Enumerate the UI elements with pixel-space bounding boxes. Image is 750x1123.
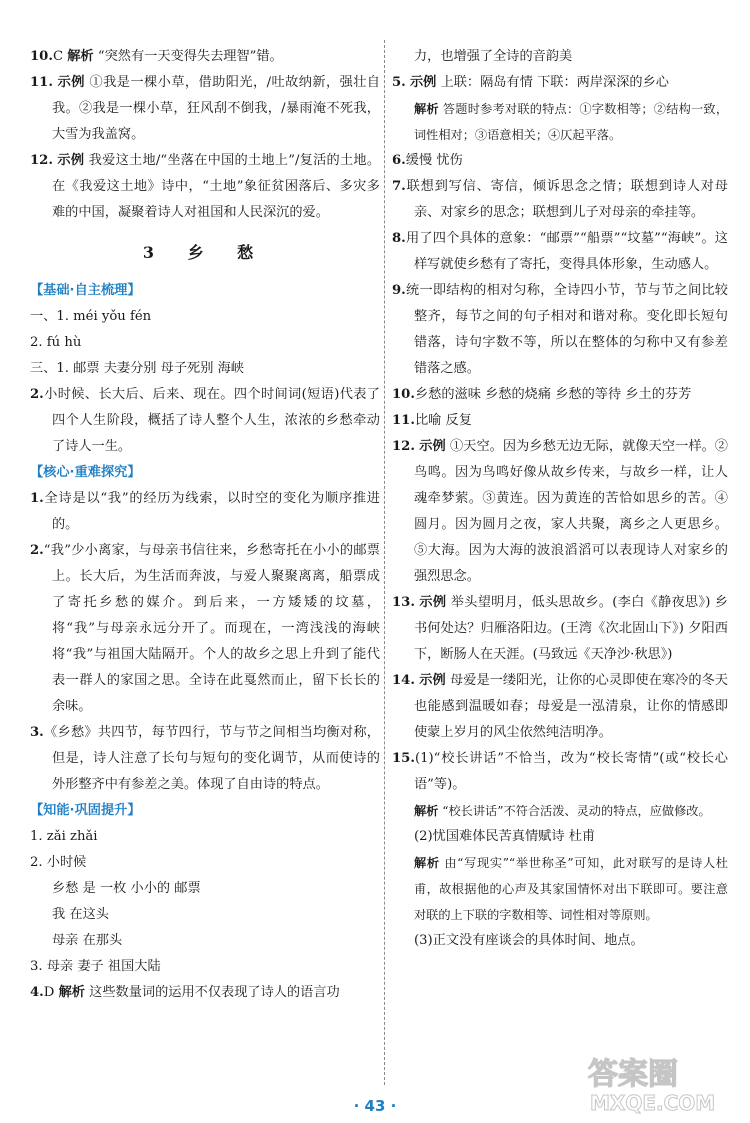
answer-body: 小时候、长大后、后来、现在。四个时间词(短语)代表了四个人生阶段，概括了诗人整个人生，浓浓的乡愁牵动了诗人一生。 [43,387,380,454]
answer-line [30,824,380,850]
answer-item [30,720,380,798]
section-title: 3 乡 愁 [142,243,268,262]
answer-item [392,382,728,408]
answer-text: D [43,985,55,1000]
answer-line [392,928,728,954]
page-number: · 43 · [353,1097,397,1115]
item-number: 2. [30,387,44,402]
answer-item [30,980,380,1006]
answer-item [30,486,380,538]
answer-line [30,850,380,876]
answer-line [392,798,728,824]
answer-text: 乡愁 是 一枚 小小的 邮票 [52,881,201,896]
answer-item [392,70,728,96]
answer-text: 2. fú hù [30,335,82,350]
answer-text: 2. 小时候 [30,855,87,870]
answer-item [30,538,380,720]
answer-body: “我”少小离家，与母亲书信往来，乡愁寄托在小小的邮票上。长大后，为生活而奔波，与爱人聚聚离离，船票成了寄托乡愁的媒介。到后来，一方矮矮的坟墓，将“我”与母亲永远分开了。而现在，一湾浅浅的海峡将“我”与祖国大陆隔开。个人的故乡之思上升到了能代表一群人的家国之思。全诗在此戛然而止，留下长长的余味。 [43,543,380,714]
item-number: 14. [392,673,415,688]
answer-body: 答题时参考对联的特点：①字数相等；②结构一致，词性相对；③语意相关；④仄起平落。 [414,102,729,142]
answer-body: 这些数量词的运用不仅表现了诗人的语言功 [89,985,340,1000]
answer-item [392,434,728,590]
answer-line [392,96,728,148]
answer-item [392,746,728,798]
answer-line [392,824,728,850]
item-number: 6. [392,153,406,168]
item-number: 3. [30,725,44,740]
answer-body: 联想到写信、寄信，倾诉思念之情；联想到诗人对母亲、对家乡的思念；联想到儿子对母亲的牵挂等。 [405,179,728,220]
answer-item [392,174,728,226]
item-number: 10. [392,387,415,402]
answer-item [392,408,728,434]
answer-item [392,278,728,382]
answer-body: 全诗是以“我”的经历为线索，以时空的变化为顺序推进的。 [43,491,380,532]
keyword-label: 示例 [419,439,446,454]
item-number: 2. [30,543,44,558]
keyword-label: 解析 [414,804,439,818]
answer-text: 3. 母亲 妻子 祖国大陆 [30,959,161,974]
answer-text: (3)正文没有座谈会的具体时间、地点。 [414,933,644,948]
answer-item [30,44,380,70]
item-number: 5. [392,75,406,90]
answer-line [392,44,728,70]
answer-body: 母爱是一缕阳光，让你的心灵即使在寒冷的冬天也能感到温暖如春；母爱是一泓清泉，让你的情感即使蒙上岁月的风尘依然纯洁明净。 [414,673,728,740]
answer-body: 举头望明月，低头思故乡。(李白《静夜思》) 乡书何处达？归雁洛阳边。(王湾《次北固山下》) 夕阳西下，断肠人在天涯。(马致远《天净沙·秋思》) [414,595,728,662]
item-number: 15. [392,751,415,766]
answer-body: “校长讲话”不符合活泼、灵动的特点，应做修改。 [442,804,711,818]
answer-body: 缓慢 忧伤 [405,153,463,168]
answer-item [392,590,728,668]
section-heading: 【基础·自主梳理】 [30,283,141,298]
answer-line [30,304,380,330]
answer-text: 力，也增强了全诗的音韵美 [414,49,573,64]
keyword-label: 示例 [419,595,447,610]
answer-item [30,148,380,226]
answer-body: “突然有一天变得失去理智”错。 [97,49,283,64]
keyword-label: 示例 [57,75,85,90]
item-number: 7. [392,179,406,194]
answer-line [30,902,380,928]
answer-item [30,70,380,148]
answer-item [392,668,728,746]
answer-item [30,382,380,460]
watermark-latin: MXQE.COM [590,1091,716,1115]
answer-text: 一、1. méi yǒu fén [30,309,152,324]
answer-body: 乡愁的滋味 乡愁的烧痛 乡愁的等待 乡土的芬芳 [414,387,692,402]
answer-text: (2)忧国难体民苦真情赋诗 杜甫 [414,829,596,844]
answer-body: ①天空。因为乡愁无边无际，就像天空一样。②鸟鸣。因为鸟鸣好像从故乡传来，与故乡一样，让人魂牵梦萦。③黄连。因为黄连的苦恰如思乡的苦。④圆月。因为圆月之夜，家人共聚，离乡之人更思乡。⑤大海。因为大海的波浪滔滔可以表现诗人对家乡的强烈思念。 [414,439,728,584]
answer-body: ①我是一棵小草，借助阳光，/吐故纳新，强壮自我。②我是一棵小草，狂风刮不倒我，/暴雨淹不死我，大雪为我盖窝。 [52,75,380,142]
answer-text: 1. zǎi zhǎi [30,829,98,844]
answer-body: 我爱这土地/“坐落在中国的土地上”/复活的土地。在《我爱这土地》诗中，“土地”象征贫困落后、多灾多难的中国，凝聚着诗人对祖国和人民深沉的爱。 [52,153,381,220]
answer-body: 由“写现实”“举世称圣”可知，此对联写的是诗人杜甫，故根据他的心声及其家国情怀对出下联即可。要注意对联的上下联的字数相等、词性相对等原则。 [414,856,728,922]
item-number: 12. [30,153,53,168]
answer-body: (1)“校长讲话”不恰当，改为“校长寄情”(或“校长心语”等)。 [414,751,728,792]
answer-line [30,356,380,382]
section-heading: 【核心·重难探究】 [30,465,141,480]
keyword-label: 示例 [57,153,85,168]
keyword-label: 解析 [414,856,440,870]
answer-item [392,148,728,174]
answer-item [392,226,728,278]
answer-line [30,954,380,980]
keyword-label: 示例 [419,673,446,688]
answer-body: 比喻 反复 [414,413,472,428]
answer-line [30,330,380,356]
section-heading: 【知能·巩固提升】 [30,803,141,818]
answer-text: 母亲 在那头 [52,933,123,948]
item-number: 9. [392,283,406,298]
keyword-label: 解析 [58,985,85,1000]
item-number: 11. [30,75,53,90]
keyword-label: 解析 [414,102,439,116]
column-divider [384,40,385,1085]
watermark-cn: 答案圈 [588,1057,678,1092]
item-number: 11. [392,413,415,428]
answer-text: 我 在这头 [52,907,109,922]
answer-body: 统一即结构的相对匀称，全诗四小节，节与节之间比较整齐，每节之间的句子相对和谐对称。变化即长短句错落，诗句字数不等，所以在整体的匀称中又有参差错落之感。 [405,283,728,376]
item-number: 13. [392,595,415,610]
item-number: 10. [30,49,53,64]
answer-body: 《乡愁》共四节，每节四行，节与节之间相当均衡对称，但是，诗人注意了长句与短句的变化调节，从而使诗的外形整齐中有参差之美。体现了自由诗的特点。 [43,725,380,792]
right-column [392,44,728,954]
item-number: 1. [30,491,44,506]
answer-body: 用了四个具体的意象：“邮票”“船票”“坟墓”“海峡”。这样写就使乡愁有了寄托，变得具体形象，生动感人。 [405,231,728,272]
keyword-label: 示例 [409,75,437,90]
answer-line [392,850,728,928]
left-column [30,44,380,1006]
answer-body: 上联：隔岛有情 下联：两岸深深的乡心 [440,75,669,90]
answer-line [30,876,380,902]
item-number: 12. [392,439,415,454]
item-number: 8. [392,231,406,246]
answer-text: 三、1. 邮票 夫妻分别 母子死别 海峡 [30,361,244,376]
keyword-label: 解析 [67,49,94,64]
answer-text: C [52,49,64,64]
answer-line [30,928,380,954]
item-number: 4. [30,985,44,1000]
